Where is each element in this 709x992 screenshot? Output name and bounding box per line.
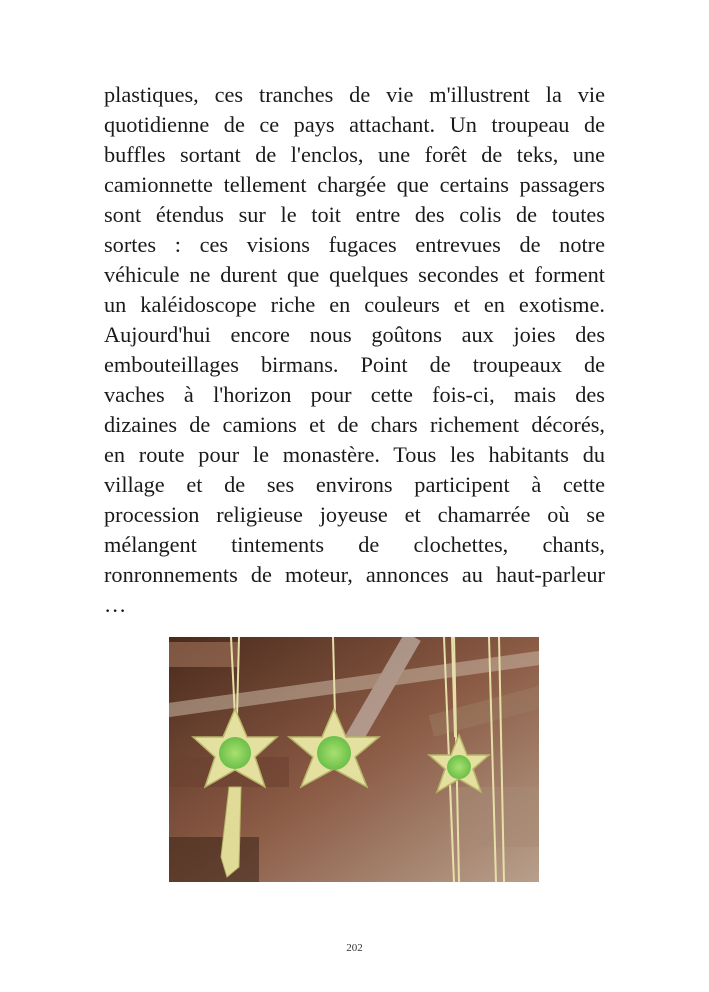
photo-palm-stars [169,637,539,882]
text-line: sortes : ces visions fugaces entrevues de notre [104,232,605,257]
text-line-ellipsis: … [104,592,127,617]
text-line: embouteillages birmans. Point de troupeaux de [104,352,605,377]
text-line: véhicule ne durent que quelques secondes et forment [104,262,605,287]
text-line: plastiques, ces tranches de vie m'illustrent la vie [104,82,605,107]
page-number: 202 [346,942,363,954]
text-line: sont étendus sur le toit entre des colis de toutes [104,202,605,227]
text-line: Aujourd'hui encore nous goûtons aux joies des [104,322,605,347]
text-line: camionnette tellement chargée que certains passagers [104,172,605,197]
body-text [104,80,605,620]
text-line: un kaléidoscope riche en couleurs et en exotisme. [104,292,605,317]
text-line: dizaines de camions et de chars richement décorés, [104,412,605,437]
text-line: ronronnements de moteur, annonces au haut-parleur [104,562,605,587]
text-line: buffles sortant de l'enclos, une forêt de teks, une [104,142,605,167]
text-line: procession religieuse joyeuse et chamarrée où se [104,502,605,527]
text-line: village et de ses environs participent à cette [104,472,605,497]
text-line: en route pour le monastère. Tous les habitants du [104,442,605,467]
text-line: quotidienne de ce pays attachant. Un troupeau de [104,112,605,137]
photo-illustration [169,637,539,882]
text-line: mélangent tintements de clochettes, chants, [104,532,605,557]
text-line: vaches à l'horizon pour cette fois-ci, mais des [104,382,605,407]
